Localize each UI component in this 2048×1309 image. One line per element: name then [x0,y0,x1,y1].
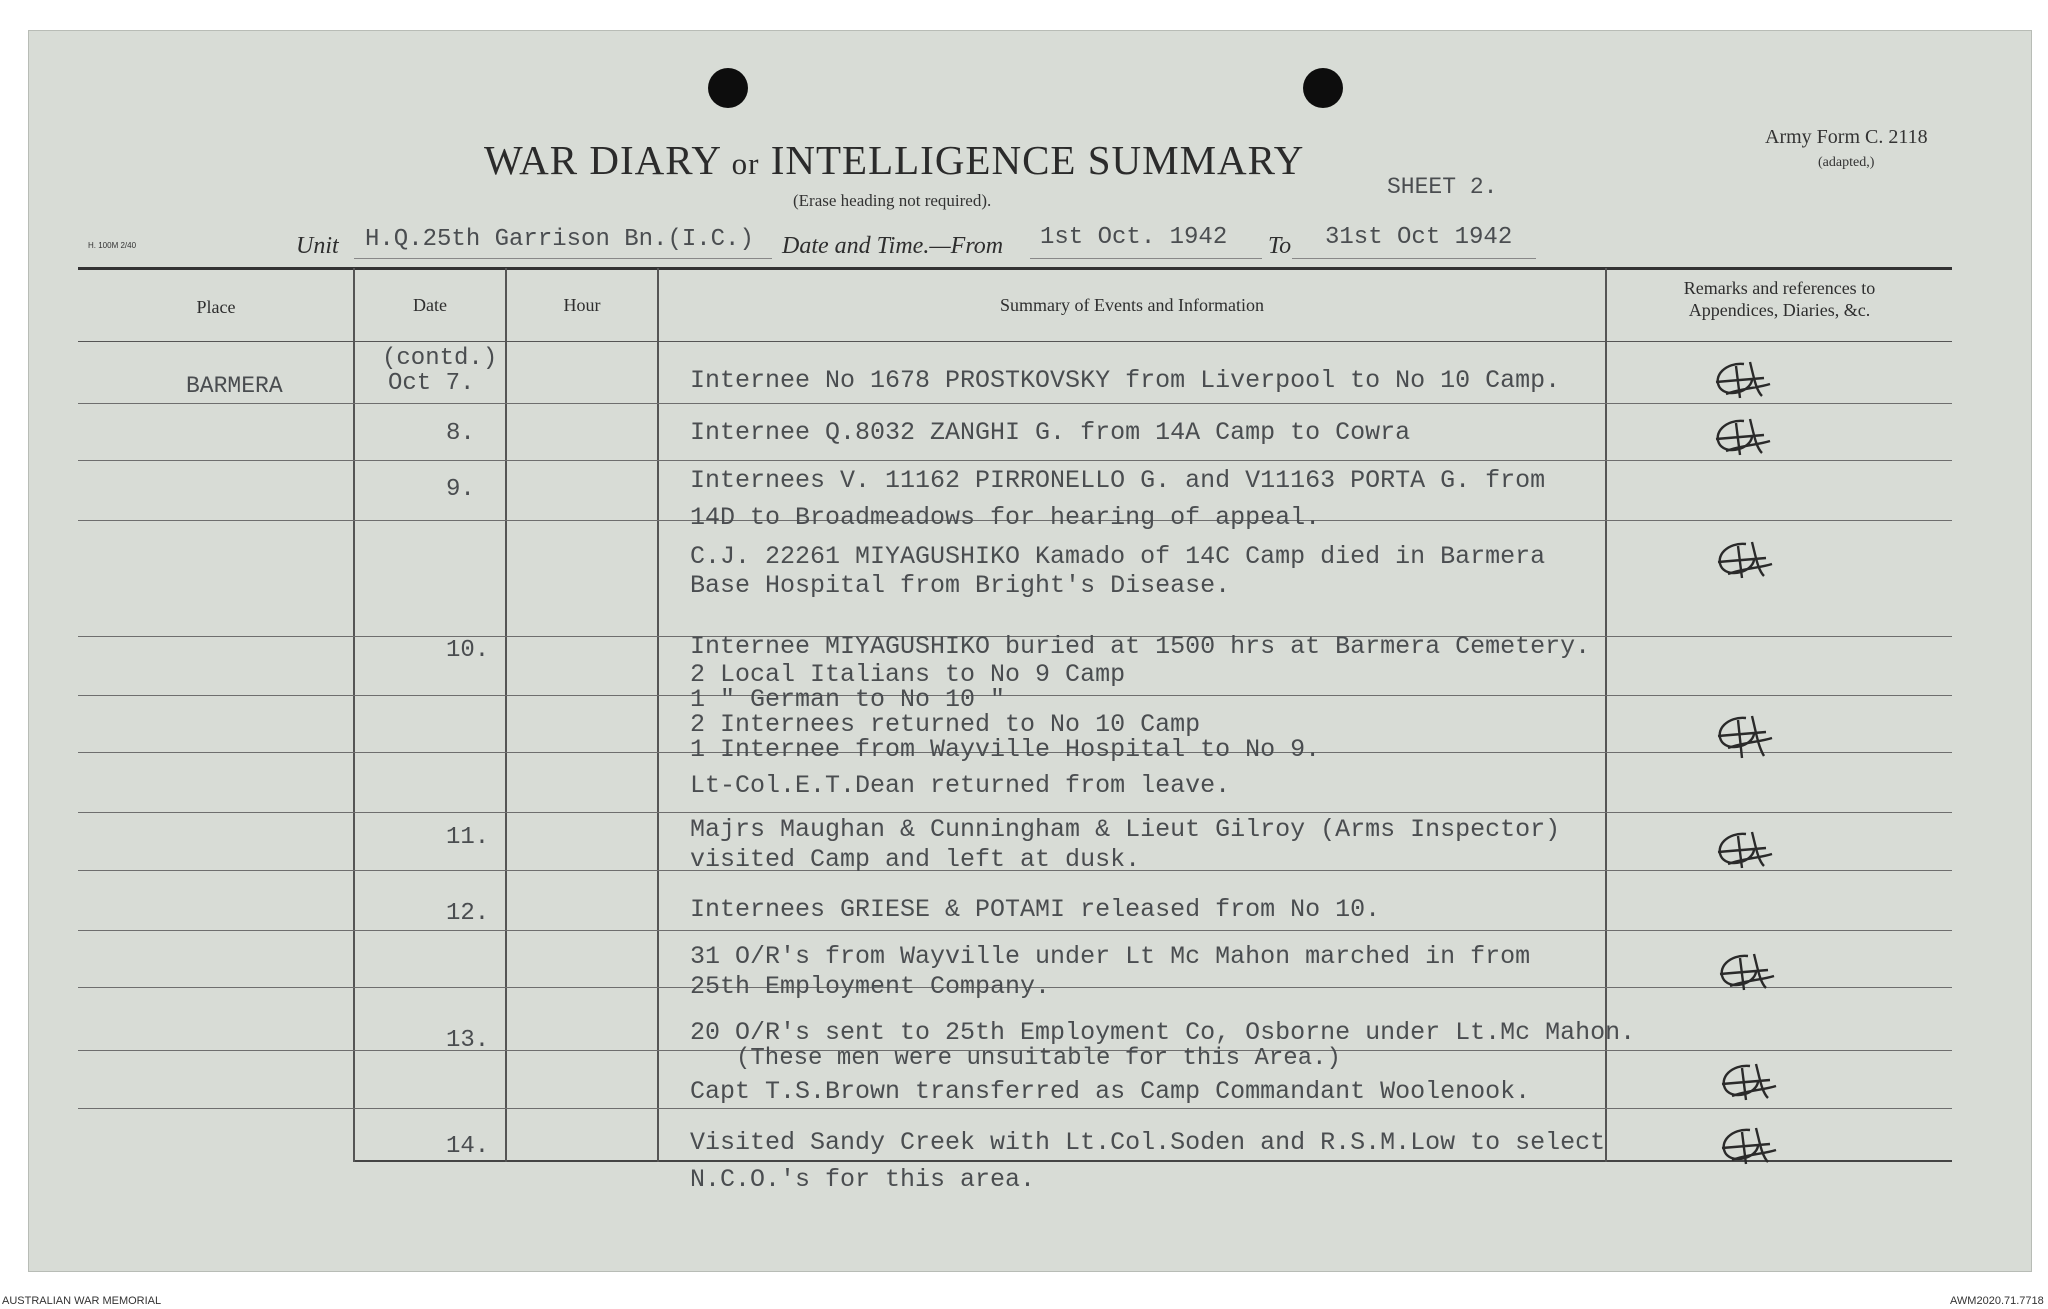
date-14: 14. [446,1133,490,1160]
from-underline [1030,258,1262,259]
handwritten-initial-icon [1708,828,1778,872]
date-9: 9. [446,476,475,503]
handwritten-initial-icon [1708,712,1778,762]
summary-line: 2 Internees returned to No 10 Camp [690,710,1201,739]
to-date: 31st Oct 1942 [1325,224,1513,251]
column-header-summary: Summary of Events and Information [1000,295,1264,315]
summary-line: Visited Sandy Creek with Lt.Col.Soden and R.S.M.Low to select [690,1128,1606,1157]
date-8: 8. [446,420,475,447]
row-line [78,695,1952,696]
row-line [78,930,1952,931]
summary-line: Majrs Maughan & Cunningham & Lieut Gilroy (Arms Inspector) [690,815,1561,844]
punch-hole-right [1303,68,1343,108]
to-underline [1292,258,1536,259]
column-header-hour: Hour [563,295,601,315]
row-line [78,812,1952,813]
handwritten-initial-icon [1706,358,1776,402]
summary-line: N.C.O.'s for this area. [690,1165,1036,1194]
column-header-place: Place [196,297,236,317]
date-10: 10. [446,637,490,664]
handwritten-initial-icon [1710,950,1780,994]
date-11: 11. [446,824,490,851]
title-war-diary: WAR DIARY [484,137,721,183]
handwritten-initial-icon [1706,415,1776,459]
summary-line: C.J. 22261 MIYAGUSHIKO Kamado of 14C Camp died in Barmera [690,542,1546,571]
summary-line: Internee No 1678 PROSTKOVSKY from Liverpool to No 10 Camp. [690,366,1561,395]
title-intelligence-summary: INTELLIGENCE SUMMARY [770,137,1305,183]
handwritten-initial-icon [1712,1060,1782,1104]
footer-accession: AWM2020.71.7718 [1950,1295,2044,1307]
summary-line: 1 " German to No 10 " [690,685,1006,714]
column-header-remarks [1607,277,1952,321]
erase-note: (Erase heading not required). [793,191,992,210]
date-time-label: Date and Time.—From [782,233,1004,259]
form-title [484,136,1304,184]
summary-line: 1 Internee from Wayville Hospital to No 9. [690,735,1321,764]
sheet-number: SHEET 2. [1387,174,1498,200]
row-line [78,1108,1952,1109]
unit-label: Unit [296,233,339,259]
column-header-date: Date [413,295,447,315]
place-barmera: BARMERA [186,373,283,399]
summary-line: Base Hospital from Bright's Disease. [690,571,1231,600]
remarks-header-line1: Remarks and references to [1683,278,1876,298]
unit-value: H.Q.25th Garrison Bn.(I.C.) [365,226,754,253]
summary-line: Internees V. 11162 PIRRONELLO G. and V11163 PORTA G. from [690,466,1546,495]
date-13: 13. [446,1027,490,1054]
summary-line: Capt T.S.Brown transferred as Camp Commandant Woolenook. [690,1077,1531,1106]
handwritten-initial-icon [1708,538,1778,582]
summary-line: 2 Local Italians to No 9 Camp [690,660,1126,689]
handwritten-initial-icon [1712,1124,1782,1168]
summary-line: Internees GRIESE & POTAMI released from No 10. [690,895,1381,924]
date-oct-7: Oct 7. [388,370,475,397]
date-12: 12. [446,900,490,927]
summary-line: 25th Employment Company. [690,972,1051,1001]
summary-line: Internee Q.8032 ZANGHI G. from 14A Camp to Cowra [690,418,1411,447]
row-line [78,403,1952,404]
remarks-header-line2: Appendices, Diaries, &c. [1688,300,1871,320]
summary-line: Lt-Col.E.T.Dean returned from leave. [690,771,1231,800]
summary-line: Internee MIYAGUSHIKO buried at 1500 hrs at Barmera Cemetery. [690,632,1591,661]
summary-line: (These men were unsuitable for this Area.) [736,1045,1341,1072]
summary-line: 14D to Broadmeadows for hearing of appeal. [690,503,1321,532]
from-date: 1st Oct. 1942 [1040,224,1228,251]
army-form-label: Army Form C. 2118 [1765,126,1928,148]
summary-line: 20 O/R's sent to 25th Employment Co, Osborne under Lt.Mc Mahon. [690,1018,1636,1047]
punch-hole-left [708,68,748,108]
summary-line: visited Camp and left at dusk. [690,845,1141,874]
table-top-border [78,267,1952,270]
row-line [78,341,1952,342]
form-code: H. 100M 2/40 [88,241,137,250]
title-or: or [731,146,760,181]
to-label: To [1268,233,1292,259]
adapted-label: (adapted,) [1818,155,1875,170]
date-contd: (contd.) [382,345,498,372]
row-line [78,460,1952,461]
footer-source: AUSTRALIAN WAR MEMORIAL [2,1295,162,1307]
unit-underline [354,258,772,259]
summary-line: 31 O/R's from Wayville under Lt Mc Mahon marched in from [690,942,1531,971]
